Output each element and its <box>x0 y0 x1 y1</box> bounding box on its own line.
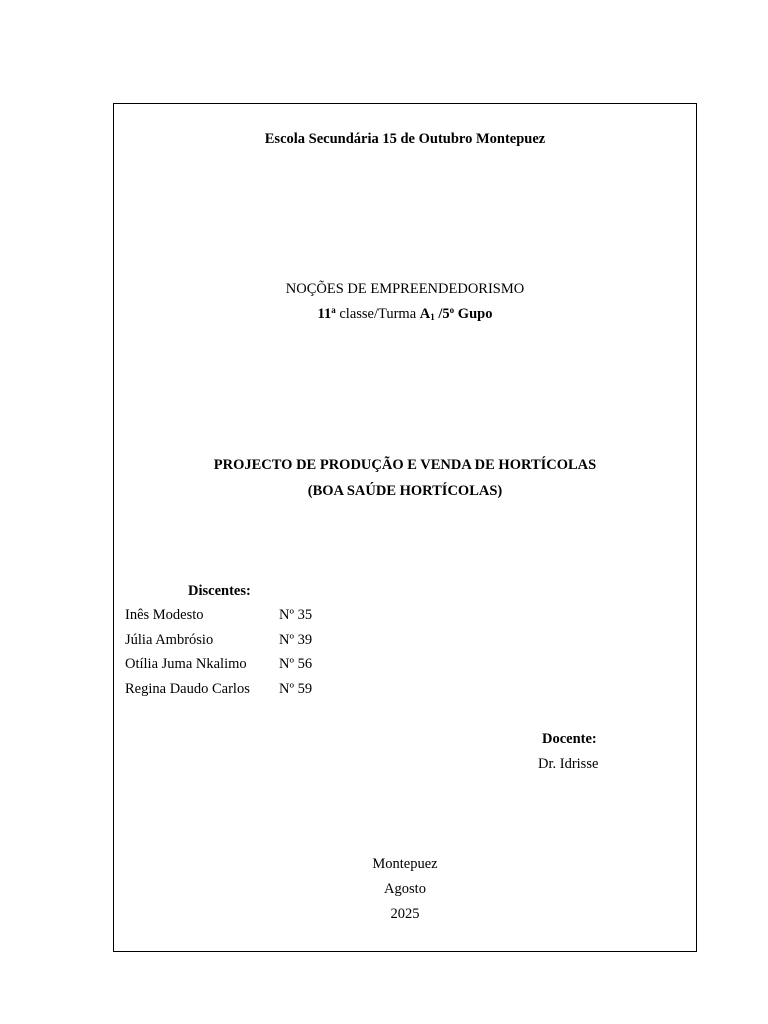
student-number: Nº 39 <box>279 632 313 648</box>
student-name: Regina Daudo Carlos <box>125 681 250 697</box>
grade: 11 <box>317 306 332 322</box>
student-number: Nº 59 <box>279 681 313 697</box>
footer-year: 2025 <box>390 906 420 922</box>
teacher-name: Dr. Idrisse <box>538 756 599 772</box>
project-subtitle: (BOA SAÚDE HORTÍCOLAS) <box>307 483 503 499</box>
project-title: PROJECTO DE PRODUÇÃO E VENDA DE HORTÍCOLAS <box>213 457 597 473</box>
turma-index: 1 <box>430 312 435 322</box>
teacher-heading: Docente: <box>542 731 597 747</box>
group-label: Gupo <box>454 306 493 322</box>
cover-page-border <box>113 103 697 952</box>
student-number: Nº 56 <box>279 656 313 672</box>
class-info <box>114 307 696 322</box>
school-name: Escola Secundária 15 de Outubro Montepuez <box>264 131 546 147</box>
grade-ordinal: a <box>331 305 336 315</box>
group-ordinal: o <box>449 305 455 315</box>
turma: A <box>419 306 431 322</box>
footer-city: Montepuez <box>372 856 438 872</box>
student-number: Nº 35 <box>279 607 313 623</box>
student-name: Otília Juma Nkalimo <box>125 656 247 672</box>
student-name: Júlia Ambrósio <box>125 632 214 648</box>
group-number: /5 <box>434 306 450 322</box>
class-label: classe/Turma <box>335 306 420 322</box>
subject-title: NOÇÕES DE EMPREENDEDORISMO <box>285 281 525 297</box>
student-name: Inês Modesto <box>125 607 204 623</box>
students-heading: Discentes: <box>188 583 251 599</box>
footer-month: Agosto <box>384 881 426 897</box>
